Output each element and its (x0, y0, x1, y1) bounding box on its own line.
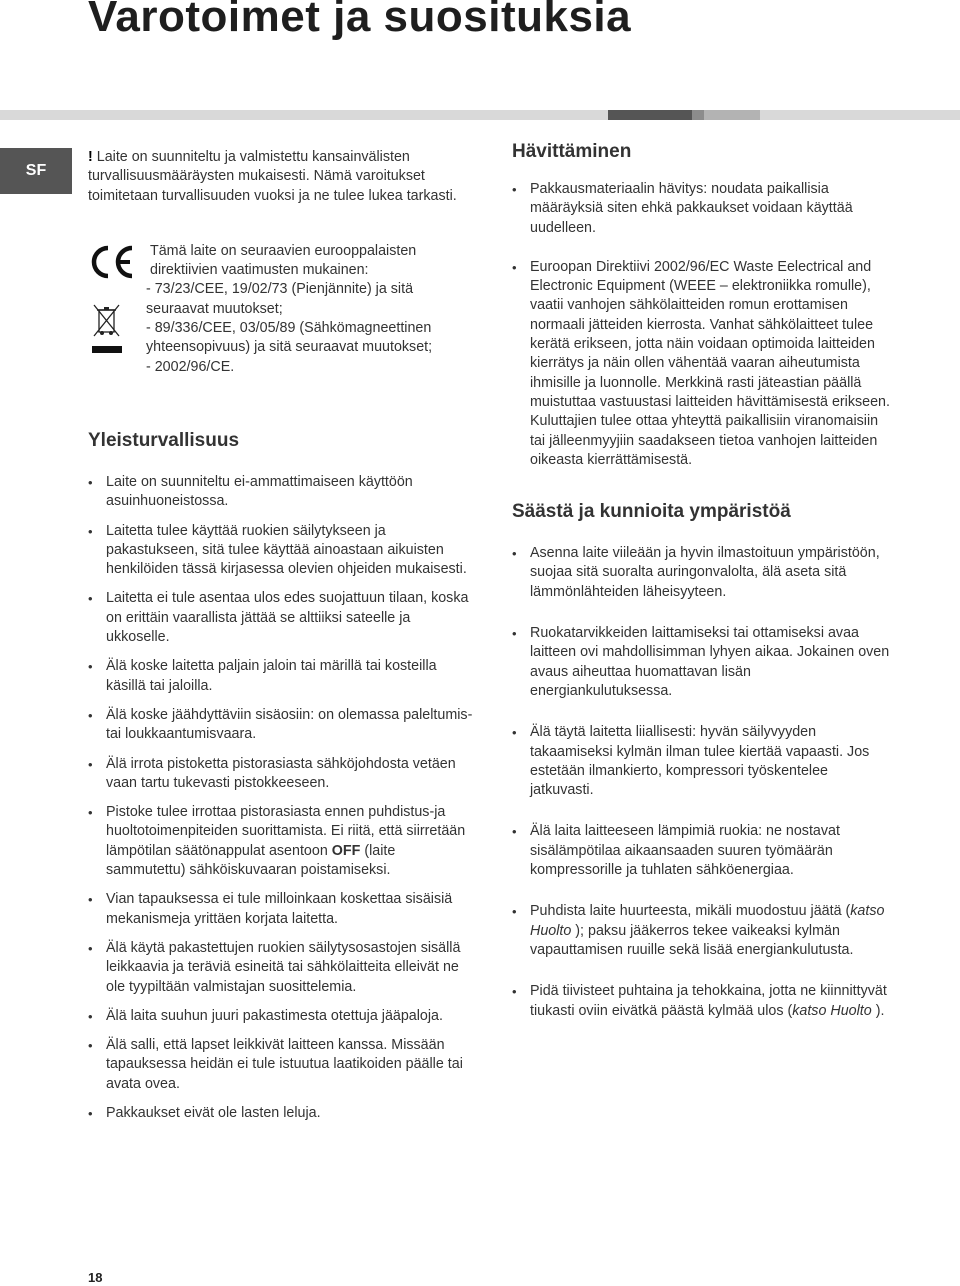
bullet-icon: • (512, 259, 517, 275)
bullet-icon: • (88, 756, 93, 772)
list-item-text: Vian tapauksessa ei tule milloinkaan koskettaa sisäisiä mekanismeja yrittäen korjata laitetta. (106, 891, 453, 927)
left-column (88, 148, 473, 1133)
list-item-text: Älä salli, että lapset leikkivät laitteen kanssa. Missään tapauksessa heidän ei tule istuutua laatikoiden päälle tai avata ovea. (106, 1037, 463, 1092)
list-item-text: Pakkausmateriaalin hävitys: noudata paikallisia määräyksiä siten ehkä pakkaukset voidaan käyttää uudelleen. (530, 181, 853, 236)
bullet-list (512, 180, 890, 470)
list-item-text: (laite sammutettu) sähköiskuvaaran poistamiseksi. (106, 842, 396, 879)
bullet-icon: • (88, 474, 93, 490)
list-item-text: Laitetta ei tule asentaa ulos edes suojattuun tilaan, koska on erittäin vaarallista jättää se alttiiksi sateelle ja ukkoselle. (106, 590, 469, 646)
list-item (88, 1036, 473, 1094)
list-item (88, 706, 473, 745)
list-item-text: Älä täytä laitetta liiallisesti: hyvän säilyvyyden takaamiseksi kylmän ilman tulee kiertää vapaasti. Jos estetään ilmankierto, kompressori työskentelee jatkuvasti. (530, 724, 870, 799)
list-item (88, 1104, 473, 1123)
section-heading: Säästä ja kunnioita ympäristöä (512, 501, 791, 523)
list-item (88, 1007, 473, 1026)
list-item-text: Euroopan Direktiivi 2002/96/EC Waste Eelectrical and Electronic Equipment (WEEE – elektroniikka romulle), vaatii vanhojen sähkölaitteiden romun erottamisen normaali jätteiden kierrosta. Vanhat sähkölaitteet tulee kerätä erikseen, jotta näin voidaan optimoida laitteiden kierrätys ja näin ollen vähentää vaaran aiheutumista ihmisille ja luonnolle. Merkkinä rasti jäteastian päällä muistuttaa vastuustasi laitteiden hävittämisestä erikseen. Kuluttajien tulee ottaa yhteyttä paikallisiin viranomaisiin tai jälleenmyyjiin saadakseen tietoa vanhojen laitteiden oikeasta kierrättämisestä. (530, 258, 890, 468)
list-item-text: Laitetta tulee käyttää ruokien säilytykseen ja pakastukseen, sitä tulee käyttää ainoastaan aikuisten henkilöiden tässä kirjasessa olevien ohjeiden mukaisesti. (106, 522, 467, 578)
header-bar-segment (608, 110, 692, 120)
list-item (512, 902, 890, 960)
bullet-icon: • (88, 707, 93, 723)
page-number: 18 (88, 1270, 103, 1285)
list-item (512, 544, 890, 602)
list-item (512, 723, 890, 800)
list-item-text: Laite on suunniteltu ei-ammattimaiseen käyttöön asuinhuoneistossa. (106, 473, 413, 510)
list-item (88, 522, 473, 580)
directive-line: Tämä laite on seuraavien eurooppalaisten (150, 242, 417, 259)
bullet-icon: • (512, 626, 517, 642)
header-bar-segment (704, 110, 760, 120)
bullet-icon: • (512, 824, 517, 840)
directive-line: - 2002/96/CE. (146, 358, 235, 375)
list-item-text: Puhdista laite huurteesta, mikäli muodostuu jäätä ( (530, 903, 851, 920)
bullet-icon: • (88, 1038, 93, 1054)
intro-paragraph (88, 148, 473, 206)
bullet-icon: • (88, 940, 93, 956)
crossed-bin-icon (92, 302, 122, 354)
header-bar-segment (692, 110, 704, 120)
list-item (512, 822, 890, 880)
reference-huolto: katso Huolto (530, 903, 885, 939)
bullet-icon: • (88, 659, 93, 675)
list-item-text: Älä irrota pistoketta pistorasiasta sähköjohdosta vetäen vaan tartu tukevasti pistokkeeseen. (106, 755, 456, 791)
list-item (88, 657, 473, 696)
list-item (88, 803, 473, 880)
section-heading: Hävittäminen (512, 141, 632, 162)
off-label: OFF (331, 842, 361, 859)
directive-line: seuraavat muutokset; (146, 300, 283, 317)
list-item-text: Älä koske jäähdyttäviin sisäosiin: on olemassa paleltumis- tai loukkaantumisvaara. (106, 706, 473, 743)
list-item-text: Ruokatarvikkeiden laittamiseksi tai ottamiseksi avaa laitteen ovi mahdollisimman lyhyen aikaa. Jokainen oven avaus aiheuttaa huomattavan lisän energiankulutuksessa. (530, 625, 890, 699)
section-heading: Yleisturvallisuus (88, 429, 240, 451)
page-title: Varotoimet ja suosituksia (88, 0, 632, 41)
bullet-icon: • (512, 546, 517, 562)
bullet-list (88, 473, 473, 1123)
list-item (88, 589, 473, 647)
list-item-text: Älä koske laitetta paljain jaloin tai märillä tai kosteilla käsillä tai jaloilla. (106, 658, 437, 694)
list-item (512, 982, 890, 1021)
bullet-icon: • (88, 523, 93, 539)
list-item-text: Pistoke tulee irrottaa pistorasiasta ennen puhdistus-ja huoltotoimenpiteiden suorittamista. Ei riitä, että siirretään lämpötilan säätönappulat asentoon (106, 804, 466, 859)
bullet-icon: • (512, 182, 517, 197)
bullet-icon: • (88, 892, 93, 908)
bullet-icon: • (88, 805, 93, 821)
list-item-text: Älä laita laitteeseen lämpimiä ruokia: ne nostavat sisälämpötilaa aikaansaaden suuren työmäärän kompressorille ja tuhlaten sähköenergiaa. (530, 823, 840, 879)
directive-text (146, 242, 473, 377)
bullet-list (512, 544, 890, 1021)
bullet-icon: • (88, 591, 93, 607)
bullet-icon: • (88, 1008, 93, 1024)
bullet-icon: • (512, 904, 517, 920)
list-item-text: Pidä tiivisteet puhtaina ja tehokkaina, jotta ne kiinnittyvät tiukasti oviin eivätkä päästä kylmää ulos ( (530, 983, 887, 1019)
directive-line: - 73/23/CEE, 19/02/73 (Pienjännite) ja sitä (146, 281, 414, 298)
list-item-text: ). (871, 1002, 885, 1019)
list-item (512, 624, 890, 701)
list-item (88, 755, 473, 794)
list-item-text: Älä käytä pakastettujen ruokien säilytysosastojen sisällä leikkaavia ja teräviä esineitä tai sähkölaitteita elleivät ne ole tyypiltään valmistajan suosittelemia. (106, 939, 461, 995)
reference-huolto: katso Huolto (792, 1002, 872, 1019)
list-item (88, 890, 473, 929)
list-item-text: Pakkaukset eivät ole lasten leluja. (106, 1104, 321, 1121)
intro-text: Laite on suunniteltu ja valmistettu kansainvälisten turvallisuusmääräysten mukaisesti. Nämä varoitukset toimitetaan turvallisuuden vuoksi ja ne tulee lukea tarkasti. (88, 149, 457, 204)
exclamation-mark: ! (88, 149, 93, 165)
list-item (88, 939, 473, 997)
directive-line: direktiivien vaatimusten mukainen: (150, 262, 369, 279)
bullet-icon: • (512, 725, 517, 741)
bullet-icon: • (88, 1105, 93, 1121)
list-item-text: Älä laita suuhun juuri pakastimesta otettuja jääpaloja. (106, 1007, 443, 1024)
language-tab: SF (0, 148, 72, 194)
list-item-text: Asenna laite viileään ja hyvin ilmastoituun ympäristöön, suojaa sitä suoralta auringonvalolta, älä aseta sitä lämmönlähteiden läheisyyteen. (530, 545, 880, 600)
section-saasta (512, 500, 890, 1021)
right-column (512, 140, 890, 1043)
section-havittaminen (512, 140, 890, 470)
list-item-text: ); paksu jääkerros tekee vaikeaksi kylmän vapauttamisen ruuille sekä lisää energiankulutusta. (530, 922, 854, 958)
directive-line: yhteensopivuus) ja sitä seuraavat muutokset; (146, 339, 433, 356)
directive-block (88, 242, 473, 377)
bullet-icon: • (512, 984, 517, 1000)
list-item (88, 473, 473, 512)
list-item (512, 180, 890, 238)
list-item (512, 258, 890, 470)
directive-line: - 89/336/CEE, 03/05/89 (Sähkömagneettinen (146, 320, 432, 337)
header-bar-segment (760, 110, 960, 120)
header-bar-segment (0, 110, 608, 120)
ce-mark-icon (88, 244, 136, 280)
section-yleisturvallisuus (88, 429, 473, 1123)
